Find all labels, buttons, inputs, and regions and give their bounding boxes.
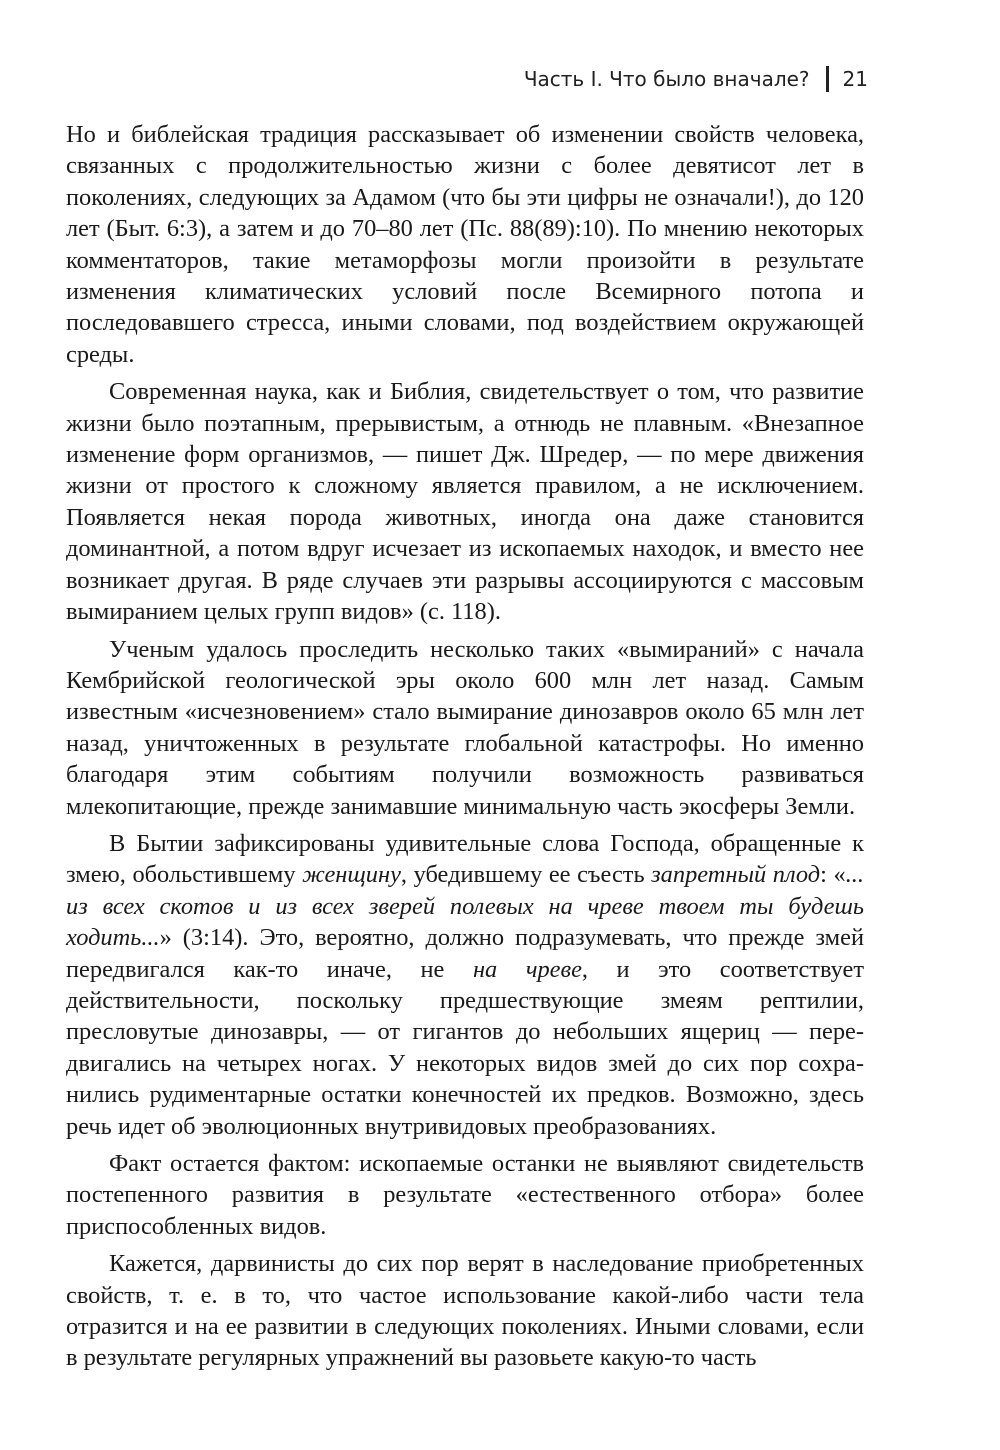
text-run: : « bbox=[820, 861, 846, 889]
paragraph-2: Современная наука, как и Библия, свидетельствует о том, что развитие жизни было поэтапным, прерывистым, а отнюдь не плавным. «Внезапное изменение форм организмов, — пишет Дж. Шредер, — по мере движения жизни от простого к сложному является правилом, а не исключением. Появляется некая порода животных, иногда она даже становится доминантной, а потом вдруг исчезает из ископаемых находок, и вместо нее возникает другая. В ряде случаев эти разрывы ассоциируются с массовым вымиранием целых групп видов» (с. 118). bbox=[66, 378, 864, 626]
text-run: В Бытии зафиксированы удивительные слова Господа, обращенные к змею, обольстившему bbox=[66, 829, 864, 889]
page-number: 21 bbox=[842, 67, 868, 91]
italic-quote: ... из всех скотов и из всех зверей полевых на чреве твоем ты будешь ходить... bbox=[66, 861, 864, 952]
paragraph-3: Ученым удалось проследить несколько таких «вымираний» с начала Кембрийской геологической эры около 600 млн лет назад. Самым известным «исчезновением» стало вымирание динозавров около 65 млн лет назад, уничтоженных в результате глобальной катастрофы. Но именно благодаря этим событиям получили возможность развиваться млекопитающие, прежде занимавшие минимальную часть экосферы Земли. bbox=[66, 635, 864, 820]
text-run: , и это соответствует действительности, поскольку предшествующие змеям рептилии, пресловутые динозавры, — от гигантов до небольших ящериц — передвигались на четырех ногах. У некоторых видов змей до сих пор сохранились рудиментарные остатки конечностей их предков. Возможно, здесь речь идет об эволюционных внутривидовых преобразованиях. bbox=[66, 955, 864, 1140]
text-run: , убедившему ее съесть bbox=[400, 861, 652, 889]
paragraph-4 bbox=[66, 828, 864, 1142]
chapter-title: Часть I. Что было вначале? bbox=[523, 67, 810, 91]
running-header bbox=[524, 66, 868, 92]
italic-run: женщину bbox=[302, 861, 401, 889]
paragraph-5: Факт остается фактом: ископаемые останки не выявляют свидетельств постепенного развития в результате «естественного отбора» более приспособленных видов. bbox=[66, 1150, 864, 1240]
paragraph-1: Но и библейская традиция рассказывает об изменении свойств человека, связанных с продолжительностью жизни с более девятисот лет в поколениях, следующих за Адамом (что бы эти цифры не означали!), до 120 лет (Быт. 6:3), а затем и до 70–80 лет (Пс. 88(89):10). По мнению некоторых комментаторов, такие метаморфозы могли произойти в результате изменения климатических условий после Всемирного потопа и последовавшего стресса, иными словами, под воздействием окружающей среды. bbox=[66, 121, 864, 368]
italic-run: на чреве bbox=[472, 955, 582, 983]
header-divider bbox=[826, 66, 829, 92]
text-run: » (3:14). Это, вероятно, должно подразумевать, что прежде змей передвигался как-то иначе, не bbox=[66, 924, 864, 983]
paragraph-6: Кажется, дарвинисты до сих пор верят в наследование приобретенных свойств, т. е. в то, что частое использование какой-либо части тела отразится и на ее развитии в следующих поколениях. Иными словами, если в результате регулярных упражнений вы разовьете какую-то часть bbox=[66, 1250, 864, 1372]
body-text bbox=[66, 119, 864, 1374]
italic-run: запретный плод bbox=[651, 861, 821, 889]
